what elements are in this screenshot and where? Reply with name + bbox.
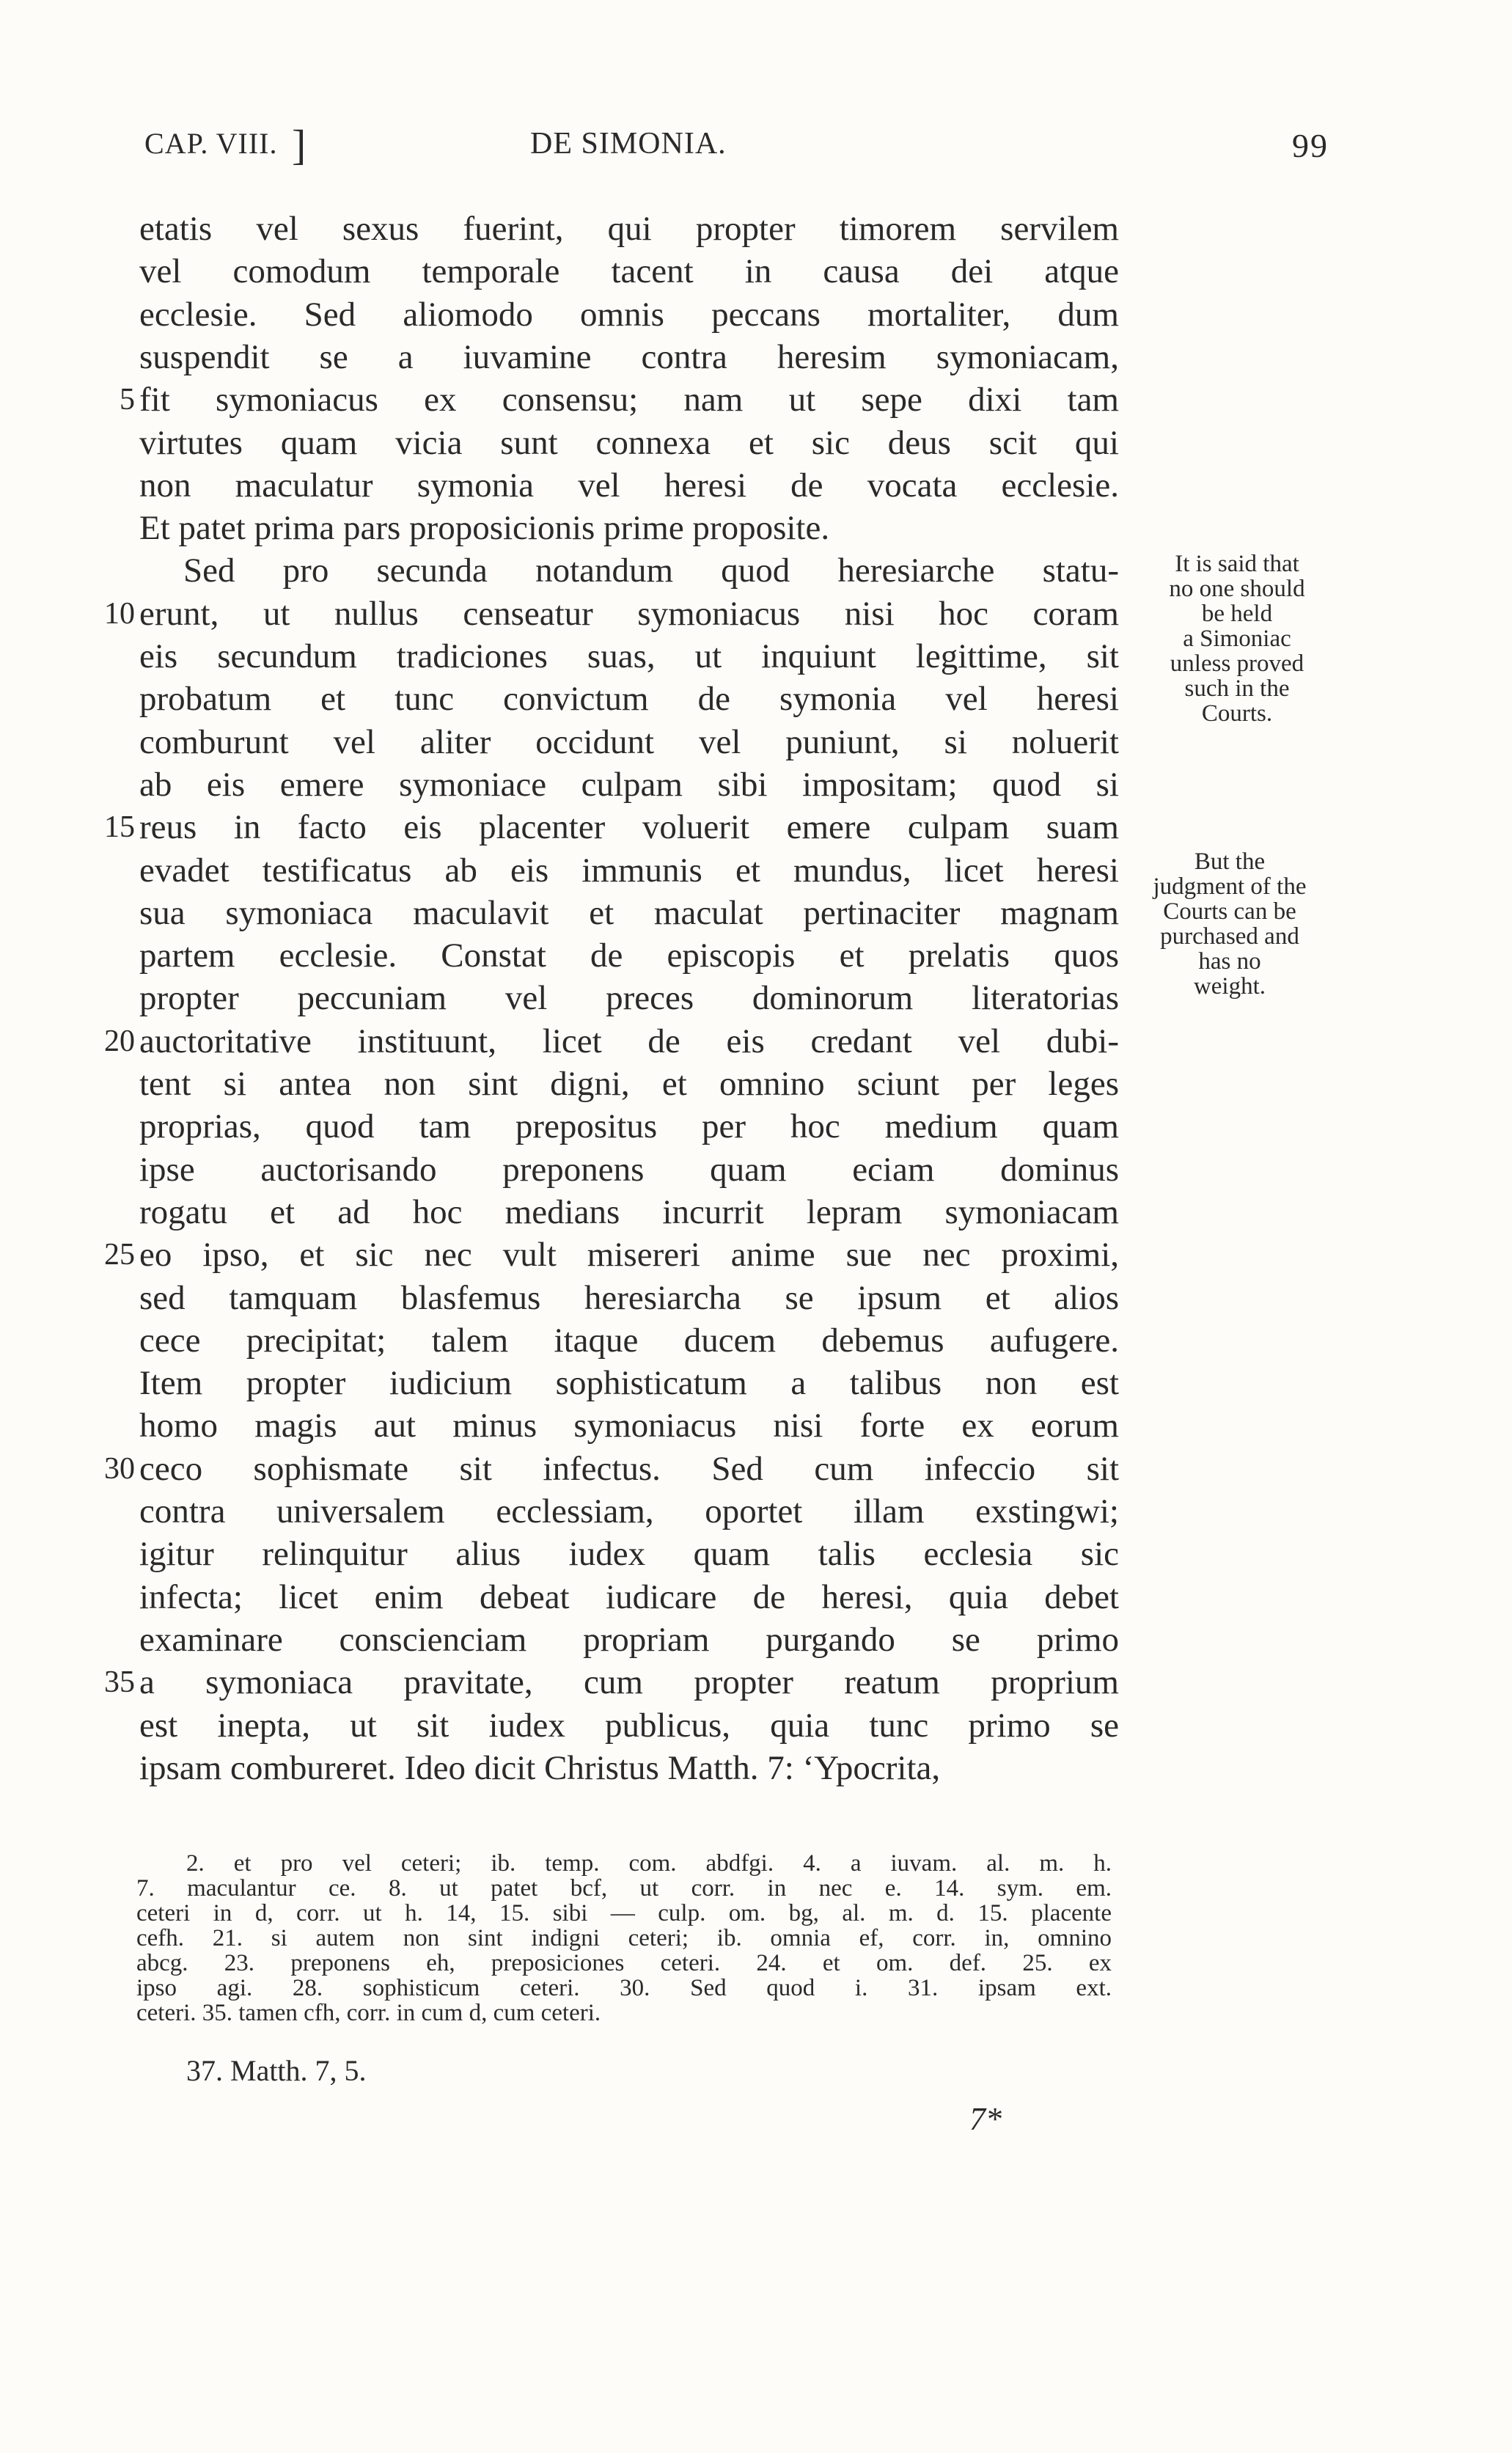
text-line: igitur relinquitur alius iudex quam talis ecclesia sic xyxy=(139,1535,1119,1573)
text-line: tent si antea non sint digni, et omnino sciunt per leges xyxy=(139,1065,1119,1103)
line-number: 30 xyxy=(104,1452,135,1486)
text-line: Item propter iudicium sophisticatum a talibus non est xyxy=(139,1364,1119,1402)
margin-note-line: unless proved xyxy=(1170,650,1304,677)
text-line: eo ipso, et sic nec vult misereri anime sue nec proximi, xyxy=(139,1236,1119,1274)
line-number: 35 xyxy=(104,1665,135,1699)
margin-note-line: Courts can be xyxy=(1163,898,1296,925)
text-line: auctoritative instituunt, licet de eis credant vel dubi- xyxy=(139,1022,1119,1060)
footnotes xyxy=(136,1851,1112,2025)
text-line: non maculatur symonia vel heresi de vocata ecclesie. xyxy=(139,466,1119,505)
text-line: evadet testificatus ab eis immunis et mundus, licet heresi xyxy=(139,851,1119,890)
footnote-line: abcg. 23. preponens eh, preposiciones ceteri. 24. et om. def. 25. ex xyxy=(136,1950,1112,1976)
text-line: Et patet prima pars proposicionis prime proposite. xyxy=(139,509,830,547)
text-line: fit symoniacus ex consensu; nam ut sepe dixi tam xyxy=(139,381,1119,419)
text-line: suspendit se a iuvamine contra heresim symoniacam, xyxy=(139,338,1119,376)
margin-note-line: judgment of the xyxy=(1153,873,1307,900)
text-line: cece precipitat; talem itaque ducem debemus aufugere. xyxy=(139,1321,1119,1360)
text-line: proprias, quod tam prepositus per hoc medium quam xyxy=(139,1107,1119,1145)
text-line: virtutes quam vicia sunt connexa et sic deus scit qui xyxy=(139,424,1119,462)
margin-note xyxy=(1138,551,1336,726)
running-header xyxy=(0,121,1512,170)
text-line: eis secundum tradiciones suas, ut inquiunt legittime, sit xyxy=(139,637,1119,675)
text-line: probatum et tunc convictum de symonia vel heresi xyxy=(139,680,1119,718)
signature-mark: 7* xyxy=(969,2101,1002,2137)
text-line: ecclesie. Sed aliomodo omnis peccans mortaliter, dum xyxy=(139,296,1119,334)
text-line: Sed pro secunda notandum quod heresiarche statu- xyxy=(183,551,1119,590)
margin-note-line: be held xyxy=(1201,601,1273,627)
text-line: rogatu et ad hoc medians incurrit lepram symoniacam xyxy=(139,1193,1119,1231)
footnote-line: ipso agi. 28. sophisticum ceteri. 30. Sed quod i. 31. ipsam ext. xyxy=(136,1975,1112,2001)
line-number: 25 xyxy=(104,1238,135,1272)
text-line: vel comodum temporale tacent in causa dei atque xyxy=(139,252,1119,290)
margin-note-line: purchased and xyxy=(1160,923,1299,950)
text-line: etatis vel sexus fuerint, qui propter timorem servilem xyxy=(139,210,1119,248)
margin-note-line: Courts. xyxy=(1201,700,1273,727)
footnote-line: 7. maculantur ce. 8. ut patet bcf, ut corr. in nec e. 14. sym. em. xyxy=(136,1875,1112,1902)
text-line: reus in facto eis placenter voluerit emere culpam suam xyxy=(139,808,1119,846)
line-number: 15 xyxy=(104,810,135,844)
margin-note-line: a Simoniac xyxy=(1183,626,1291,652)
text-line: propter peccuniam vel preces dominorum literatorias xyxy=(139,979,1119,1017)
text-line: a symoniaca pravitate, cum propter reatum proprium xyxy=(139,1663,1119,1701)
text-line: ipse auctorisando preponens quam eciam dominus xyxy=(139,1151,1119,1189)
margin-note xyxy=(1131,849,1329,999)
chapter-bracket: ] xyxy=(292,121,307,169)
text-line: sed tamquam blasfemus heresiarcha se ipsum et alios xyxy=(139,1279,1119,1317)
footnote-line: ceteri in d, corr. ut h. 14, 15. sibi — culp. om. bg, al. m. d. 15. placente xyxy=(136,1900,1112,1926)
footnote-line: cefh. 21. si autem non sint indigni ceteri; ib. omnia ef, corr. in, omnino xyxy=(136,1925,1112,1951)
margin-note-line: It is said that xyxy=(1175,551,1299,577)
text-line: examinare conscienciam propriam purgando se primo xyxy=(139,1621,1119,1659)
text-line: erunt, ut nullus censeatur symoniacus nisi hoc coram xyxy=(139,595,1119,633)
margin-note-line: weight. xyxy=(1193,973,1266,1000)
text-line: ipsam combureret. Ideo dicit Christus Matth. 7: ‘Ypocrita, xyxy=(139,1749,941,1787)
text-line: homo magis aut minus symoniacus nisi forte ex eorum xyxy=(139,1407,1119,1445)
text-line: sua symoniaca maculavit et maculat pertinaciter magnam xyxy=(139,894,1119,932)
text-line: infecta; licet enim debeat iudicare de heresi, quia debet xyxy=(139,1578,1119,1616)
line-number: 10 xyxy=(104,597,135,631)
text-line: comburunt vel aliter occidunt vel puniunt, si noluerit xyxy=(139,723,1119,761)
margin-note-line: But the xyxy=(1194,848,1266,875)
text-line: est inepta, ut sit iudex publicus, quia tunc primo se xyxy=(139,1706,1119,1745)
text-line: partem ecclesie. Constat de episcopis et prelatis quos xyxy=(139,936,1119,975)
margin-note-line: has no xyxy=(1198,948,1261,975)
margin-note-line: such in the xyxy=(1184,675,1290,702)
chapter-label: CAP. VIII. xyxy=(144,127,278,160)
footnote-line: 2. et pro vel ceteri; ib. temp. com. abdfgi. 4. a iuvam. al. m. h. xyxy=(186,1850,1112,1877)
text-line: ceco sophismate sit infectus. Sed cum infeccio sit xyxy=(139,1450,1119,1488)
line-number: 20 xyxy=(104,1024,135,1058)
text-line: contra universalem ecclessiam, oportet illam exstingwi; xyxy=(139,1492,1119,1530)
margin-note-line: no one should xyxy=(1169,576,1305,602)
text-line: ab eis emere symoniace culpam sibi impositam; quod si xyxy=(139,766,1119,804)
scripture-reference: 37. Matth. 7, 5. xyxy=(186,2054,367,2087)
page-number: 99 xyxy=(1292,127,1329,164)
line-number: 5 xyxy=(120,383,135,417)
footnote-line: ceteri. 35. tamen cfh, corr. in cum d, cum ceteri. xyxy=(136,2000,601,2026)
running-title: DE SIMONIA. xyxy=(530,127,727,161)
